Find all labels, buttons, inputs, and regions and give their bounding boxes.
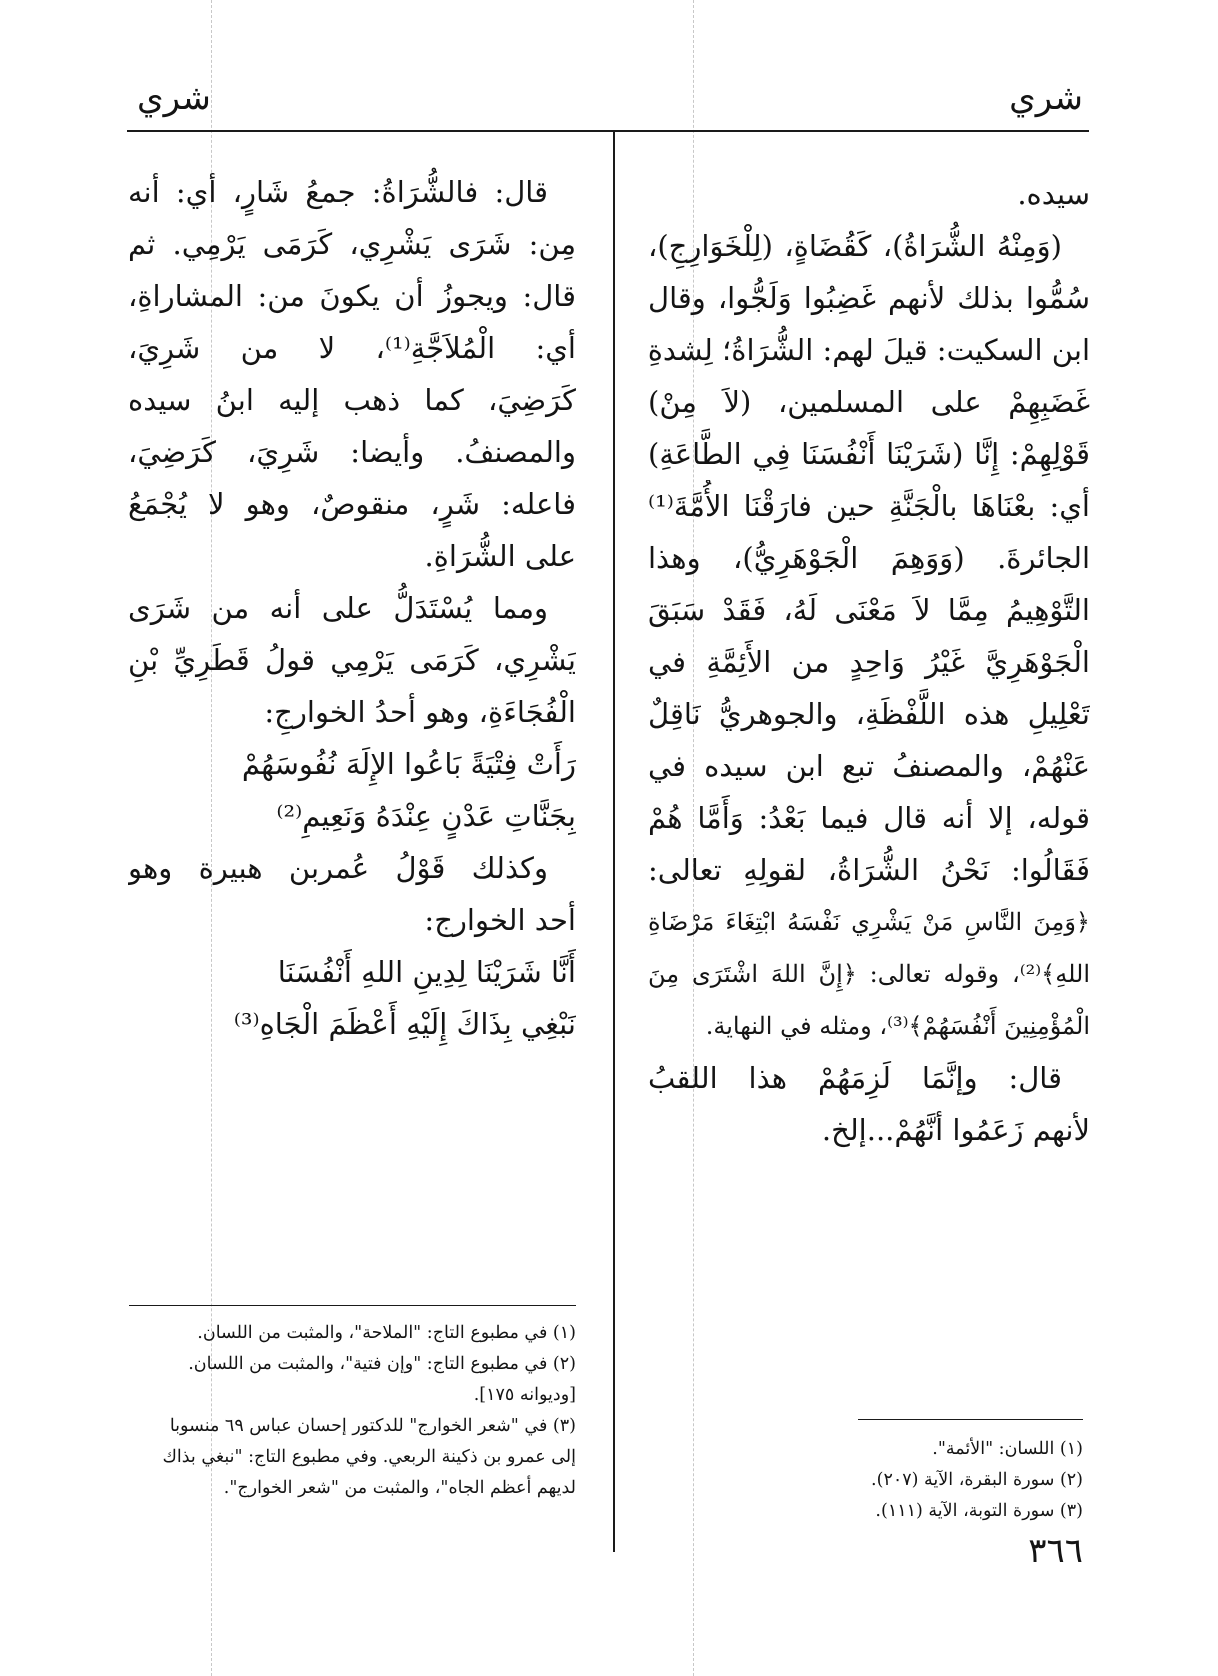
quran-line: ﴿وَمِنَ النَّاسِ مَنْ يَشْرِي نَفْسَهُ ابْتِغَاءَ مَرْضَاةِ [648, 908, 1090, 936]
text-line: قال: فالشُّرَاةُ: جمعُ شَارٍ، أي: أنه [128, 175, 548, 209]
text-line: أي: الْمُلاَجَّةِ⁽¹⁾، لا من شَرِيَ، [128, 331, 576, 365]
text-line: تَعْلِيلِ هذه اللَّفْظَةِ، والجوهريُّ نَاقِلٌ [648, 697, 1090, 731]
footnote: (١) في مطبوع التاج: "الملاحة"، والمثبت من اللسان. [197, 1323, 576, 1343]
text-line: يَشْرِي، كَرَمَى يَرْمِي قولُ قَطَرِيِّ بْنِ [128, 643, 576, 677]
text-line: فاعله: شَرٍ، منقوصٌ، وهو لا يُجْمَعُ [128, 487, 576, 521]
verse-line: نَبْغِي بِذَاكَ إِلَيْهِ أَعْظَمَ الْجَاهِ⁽³⁾ [233, 1007, 576, 1041]
verse-line: بِجَنَّاتِ عَدْنٍ عِنْدَهُ وَنَعِيمِ⁽²⁾ [276, 799, 576, 833]
column-divider [613, 132, 615, 1552]
text-line: وكذلك قَوْلُ عُمربن هبيرة وهو [128, 851, 548, 885]
footnote: إلى عمرو بن ذكينة الربعي. وفي مطبوع التاج: "نبغي بذاك [162, 1447, 576, 1467]
text-line: سيده. [1017, 177, 1090, 211]
footnotes-left [124, 1318, 576, 1504]
text-line: عَنْهُمْ، والمصنفُ تبع ابن سيده في [648, 749, 1090, 783]
quran-line: اللهِ﴾⁽²⁾، وقوله تعالى: ﴿إِنَّ اللهَ اشْتَرَى مِنَ [648, 960, 1090, 988]
text-line: لأنهم زَعَمُوا أنَّهُمْ...إلخ. [821, 1113, 1090, 1147]
footnote: (٣) في "شعر الخوارج" للدكتور إحسان عباس ٦٩ منسوبا [169, 1416, 576, 1436]
footnote: [وديوانه ١٧٥]. [473, 1385, 576, 1405]
text-line: سُمُّوا بذلك لأنهم غَضِبُوا وَلَجُّوا، وقال [648, 281, 1090, 315]
right-column [648, 168, 1090, 1156]
running-head-left: شري [137, 78, 211, 118]
text-line: التَّوْهِيمُ مِمَّا لاَ مَعْنَى لَهُ، فَقَدْ سَبَقَ [648, 593, 1090, 627]
text-line: والمصنفُ. وأيضا: شَرِيَ، كَرَضِيَ، [128, 435, 576, 469]
footnote: (١) اللسان: "الأئمة". [932, 1439, 1083, 1459]
text-line: فَقَالُوا: نَحْنُ الشُّرَاةُ، لقولِهِ تعالى: [648, 853, 1090, 887]
running-head-right: شري [1009, 78, 1083, 118]
text-line: قال: وإنَّمَا لَزِمَهُمْ هذا اللقبُ [648, 1061, 1062, 1095]
header-rule [127, 130, 1089, 132]
text-line: كَرَضِيَ، كما ذهب إليه ابنُ سيده [128, 383, 576, 417]
text-line: ابن السكيت: قيلَ لهم: الشُّرَاةُ؛ لِشدةِ [648, 333, 1090, 367]
text-line: على الشُّرَاةِ. [424, 539, 576, 573]
text-line: الْجَوْهَرِيَّ غَيْرُ وَاحِدٍ من الأَئِمَّةِ في [648, 645, 1090, 679]
text-line: الجائرةَ. (وَوَهِمَ الْجَوْهَرِيُّ)، وهذا [648, 541, 1090, 575]
footnotes-right [623, 1434, 1083, 1527]
text-line: قَوْلِهِمْ: إِنَّا (شَرَيْنَا أَنْفُسَنَا فِي الطَّاعَةِ) [648, 437, 1090, 471]
text-line: أحد الخوارج: [424, 903, 576, 937]
footnote: لديهم أعظم الجاه"، والمثبت من "شعر الخوارج". [223, 1478, 576, 1498]
verse-line: أَنَّا شَرَيْنَا لِدِينِ اللهِ أَنْفُسَنَا [277, 955, 576, 989]
footnote-rule-left [129, 1305, 576, 1306]
footnote: (٣) سورة التوبة، الآية (١١١). [875, 1501, 1083, 1521]
text-line: غَضَبِهِمْ على المسلمين، (لاَ مِنْ) [648, 385, 1090, 419]
footnote: (٢) في مطبوع التاج: "وإن فتية"، والمثبت من اللسان. [188, 1354, 576, 1374]
text-line: مِن: شَرَى يَشْرِي، كَرَمَى يَرْمِي. ثم [128, 227, 576, 261]
quran-line: الْمُؤْمِنِينَ أَنْفُسَهُمْ﴾⁽³⁾، ومثله في النهاية. [705, 1012, 1090, 1040]
text-line: ومما يُسْتَدَلُّ على أنه من شَرَى [128, 591, 548, 625]
footnote: (٢) سورة البقرة، الآية (٢٠٧). [871, 1470, 1083, 1490]
footnote-rule-right [858, 1419, 1083, 1420]
text-line: أي: بعْنَاهَا بالْجَنَّةِ حين فارَقْنَا الأُمَّةَ⁽¹⁾ [648, 489, 1090, 523]
text-line: الْفُجَاءَةِ، وهو أحدُ الخوارجِ: [264, 695, 576, 729]
text-line: قوله، إلا أنه قال فيما بَعْدُ: وَأَمَّا هُمْ [648, 801, 1090, 835]
page-number: ٣٦٦ [1028, 1531, 1083, 1571]
verse-line: رَأَتْ فِتْيَةً بَاعُوا الإِلَهَ نُفُوسَهُمْ [241, 747, 576, 781]
left-column [128, 166, 576, 1050]
text-line: قال: ويجوزُ أن يكونَ من: المشاراةِ، [128, 279, 576, 313]
text-line: (وَمِنْهُ الشُّرَاةُ)، كَقُضَاةٍ، (لِلْخَوَارِجِ)، [648, 229, 1062, 263]
